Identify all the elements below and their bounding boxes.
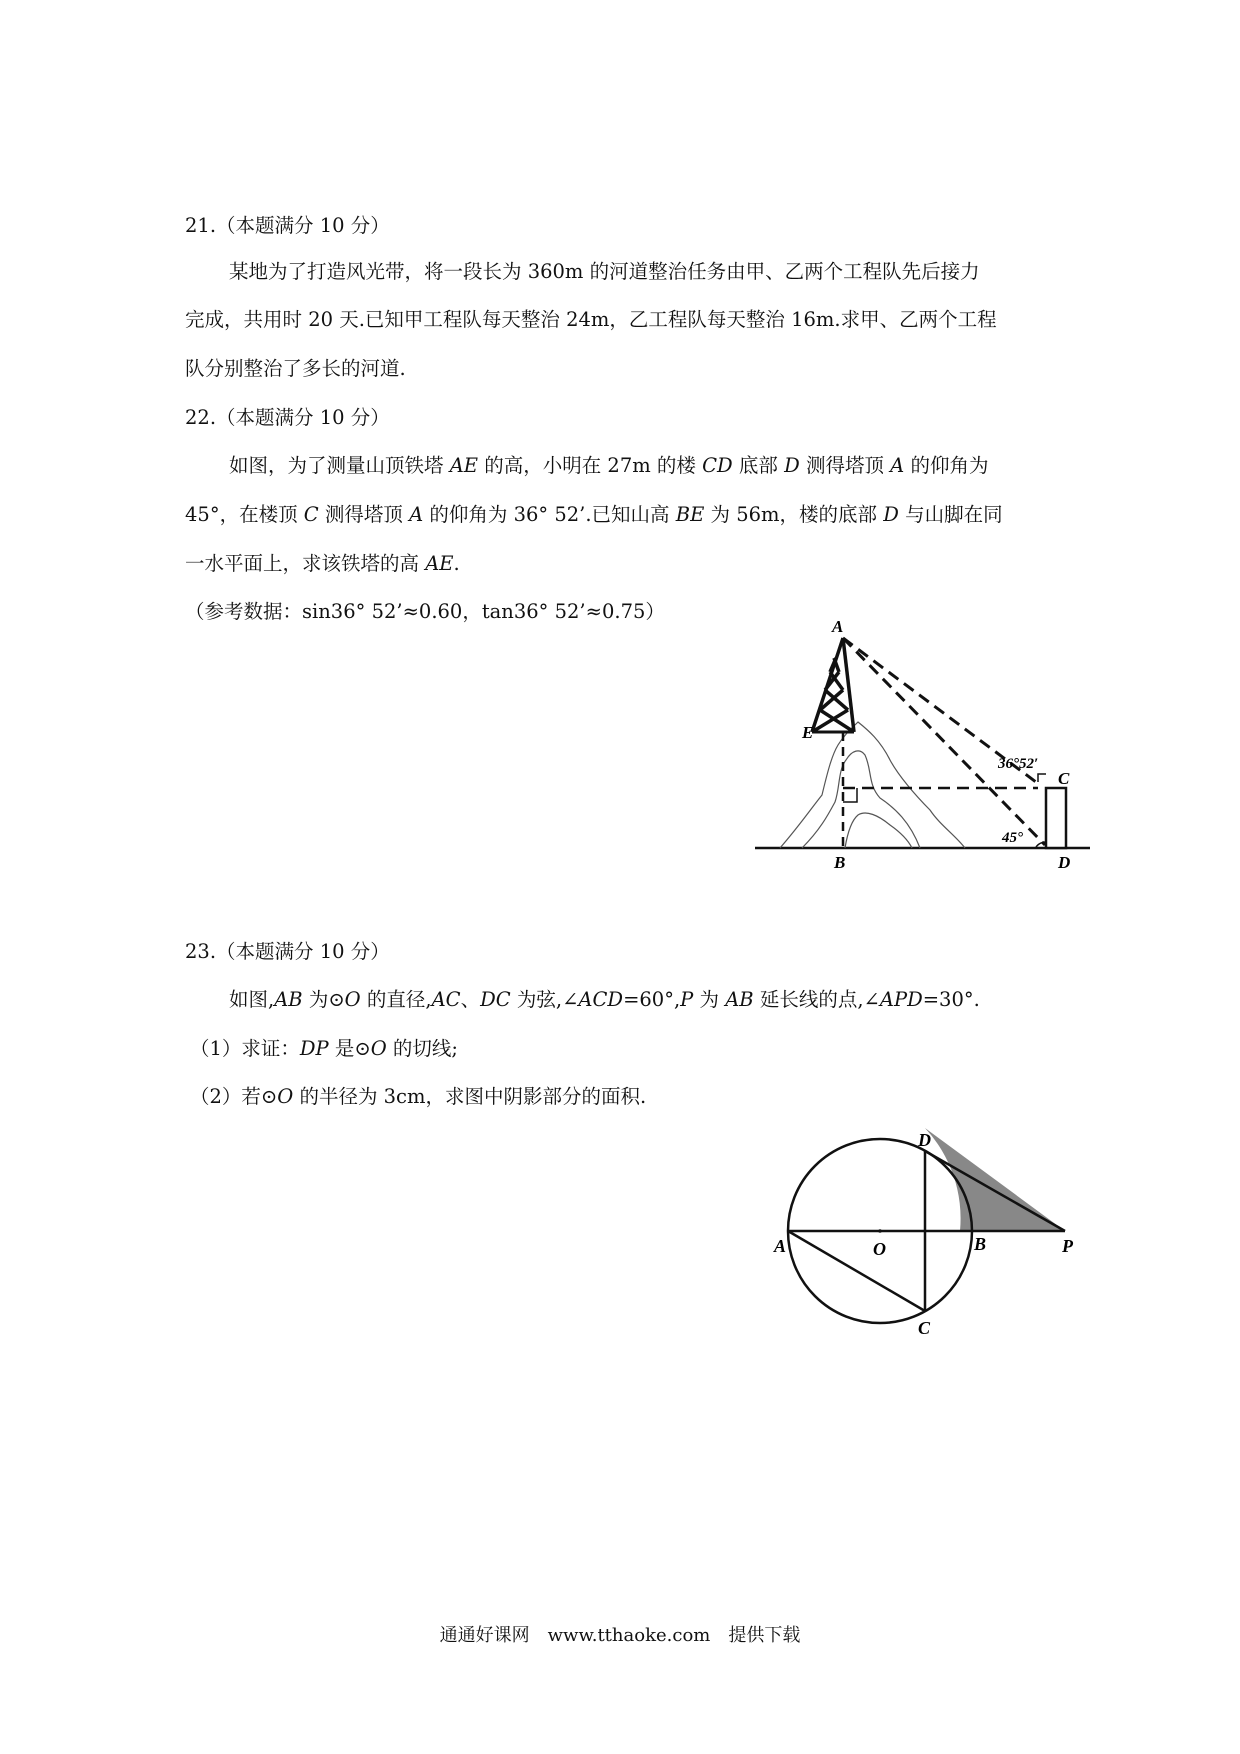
q21-line-2: 完成，共用时 20 天.已知甲工程队每天整治 24m，乙工程队每天整治 16m.求甲、乙两个工程 — [185, 308, 997, 331]
q22-line-1: 如图，为了测量山顶铁塔 AE 的高，小明在 27m 的楼 CD 底部 D 测得塔顶 A 的仰角为 — [229, 454, 989, 477]
q21-line-1: 某地为了打造风光带，将一段长为 360m 的河道整治任务由甲、乙两个工程队先后接力 — [229, 260, 980, 283]
tower-structure — [812, 638, 854, 732]
q22-tower-figure — [740, 610, 1110, 880]
center-dot — [878, 1229, 882, 1233]
q22-line-2: 45°，在楼顶 C 测得塔顶 A 的仰角为 36° 52’.已知山高 BE 为 56m，楼的底部 D 与山脚在同 — [185, 503, 1003, 526]
label-P: P — [1062, 1236, 1073, 1256]
chord-AC — [788, 1231, 925, 1311]
label-B: B — [834, 853, 846, 872]
label-C: C — [918, 1318, 931, 1338]
angle-label-36-52: 36°52′ — [998, 756, 1039, 772]
q23-part-2: （2）若⊙O 的半径为 3cm，求图中阴影部分的面积. — [190, 1085, 647, 1108]
label-A: A — [774, 1236, 787, 1256]
q23-circle-figure — [760, 1110, 1080, 1340]
q23-heading: 23.（本题满分 10 分） — [185, 940, 390, 963]
page-footer: 通通好课网 www.tthaoke.com 提供下载 — [439, 1625, 801, 1646]
label-B: B — [974, 1234, 987, 1254]
right-angle-marker-E — [843, 788, 857, 802]
angle-marker-C — [1038, 774, 1046, 782]
label-O: O — [873, 1239, 886, 1259]
shaded-region — [925, 1128, 1065, 1231]
label-D: D — [918, 1130, 931, 1150]
label-A: A — [832, 617, 844, 636]
q21-line-3: 队分别整治了多长的河道. — [185, 357, 406, 380]
q22-reference-data: （参考数据：sin36° 52’≈0.60，tan36° 52’≈0.75） — [185, 600, 665, 623]
q21-heading: 21.（本题满分 10 分） — [185, 214, 390, 237]
q23-part-1: （1）求证：DP 是⊙O 的切线; — [190, 1037, 459, 1060]
label-C: C — [1058, 769, 1070, 788]
q22-line-3: 一水平面上，求该铁塔的高 AE. — [185, 552, 460, 575]
building-CD — [1046, 788, 1066, 848]
label-D: D — [1058, 853, 1071, 872]
angle-label-45: 45° — [1002, 830, 1023, 846]
q22-heading: 22.（本题满分 10 分） — [185, 406, 390, 429]
q23-line-1: 如图,AB 为⊙O 的直径,AC、DC 为弦,∠ACD=60°,P 为 AB 延长线的点,∠APD=30°. — [229, 988, 980, 1011]
label-E: E — [802, 723, 814, 742]
